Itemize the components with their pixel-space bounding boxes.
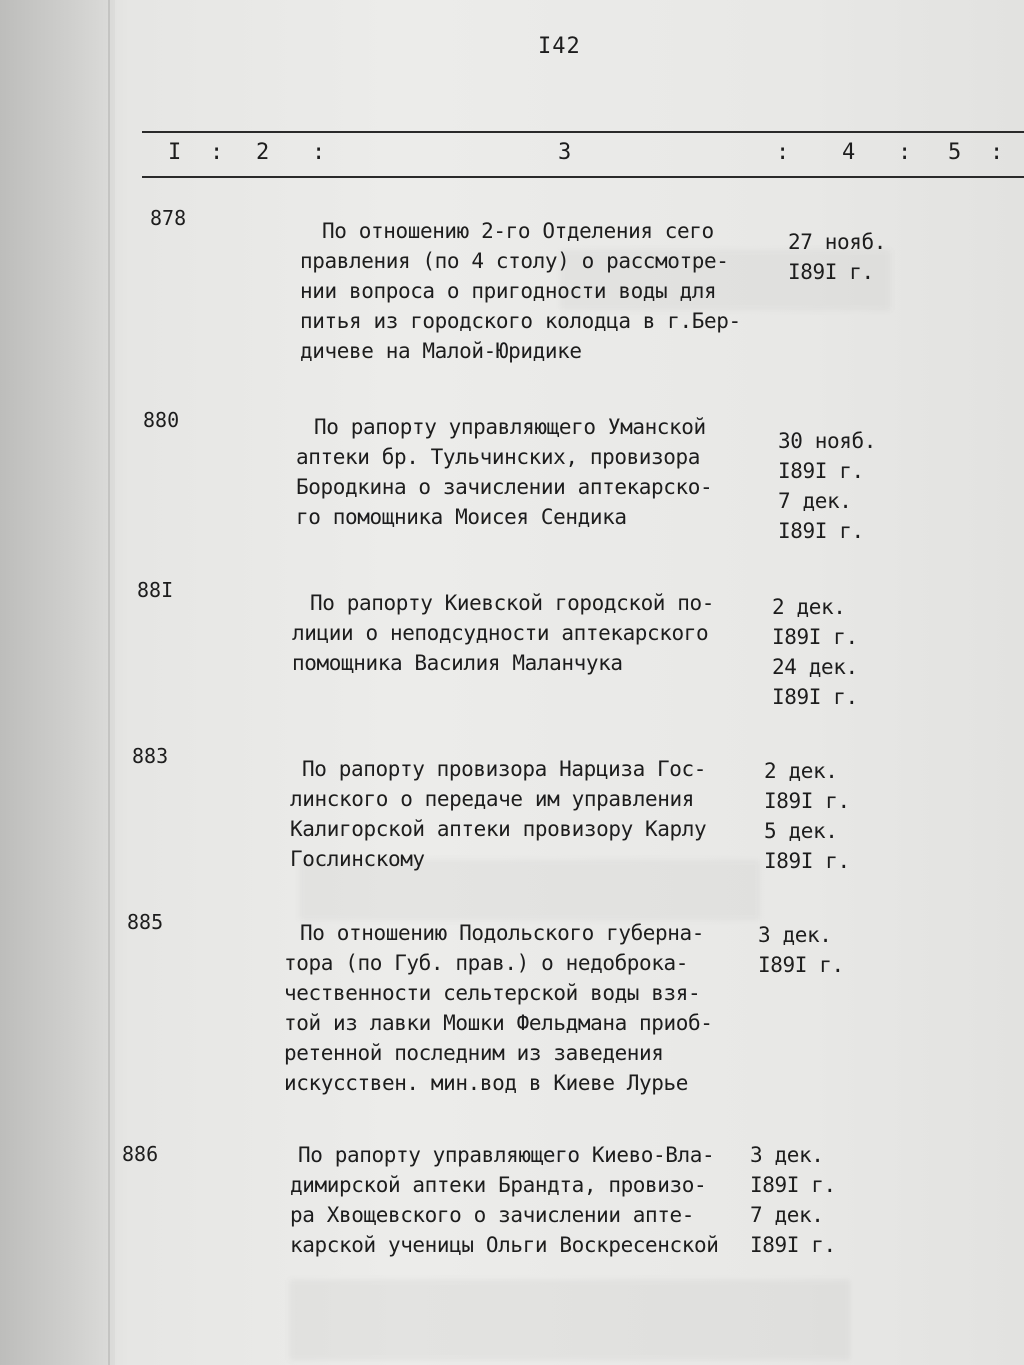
entry-line: ра Хвощевского о зачислении апте- xyxy=(290,1203,695,1227)
entry-date: I89I г. xyxy=(772,625,858,649)
entry-description xyxy=(296,412,712,532)
entry-date: 5 дек. xyxy=(764,819,838,843)
entry-number: 885 xyxy=(127,910,164,934)
entry-date: 3 дек. xyxy=(750,1143,824,1167)
entry-dates xyxy=(764,756,850,876)
entry-line: По рапорту управляющего Киево-Вла- xyxy=(298,1143,715,1167)
column-header-1: I xyxy=(168,140,184,165)
entry-line: линского о передаче им управления xyxy=(290,787,695,811)
column-separator: : xyxy=(776,140,792,165)
entry-line: димирской аптеки Брандта, провизо- xyxy=(290,1173,707,1197)
entry-date: 30 нояб. xyxy=(778,429,876,453)
column-separator: : xyxy=(990,140,1006,165)
entry-number: 88I xyxy=(137,578,174,602)
entry-line: го помощника Моисея Сендика xyxy=(296,505,627,529)
entry-number: 883 xyxy=(132,744,169,768)
header-top-rule xyxy=(142,131,1024,133)
entry-date: I89I г. xyxy=(764,789,850,813)
entry-date: 2 дек. xyxy=(772,595,846,619)
entry-date: I89I г. xyxy=(750,1173,836,1197)
entry-line: ретенной последним из заведения xyxy=(284,1041,664,1065)
entry-line: Гослинскому xyxy=(290,847,425,871)
book-gutter xyxy=(0,0,115,1365)
entry-description xyxy=(290,754,706,874)
column-separator: : xyxy=(312,140,328,165)
entry-date: I89I г. xyxy=(778,519,864,543)
entry-dates xyxy=(750,1140,836,1260)
entry-dates xyxy=(772,592,858,712)
header-bottom-rule xyxy=(142,176,1024,178)
entry-line: тора (по Губ. прав.) о недоброка- xyxy=(284,951,689,975)
entry-line: По рапорту провизора Нарциза Гос- xyxy=(302,757,707,781)
bleed-through-shadow xyxy=(290,1280,850,1360)
entry-line: той из лавки Мошки Фельдмана приоб- xyxy=(284,1011,713,1035)
entry-line: По рапорту Киевской городской по- xyxy=(310,591,715,615)
entry-dates xyxy=(788,227,886,287)
entry-line: По рапорту управляющего Уманской xyxy=(314,415,706,439)
gutter-shadow-line xyxy=(108,0,110,1365)
entry-date: I89I г. xyxy=(788,260,874,284)
entry-line: аптеки бр. Тульчинских, провизора xyxy=(296,445,701,469)
entry-number: 880 xyxy=(143,408,180,432)
entry-line: Бородкина о зачислении аптекарско- xyxy=(296,475,713,499)
entry-date: I89I г. xyxy=(778,459,864,483)
entry-description xyxy=(300,216,741,366)
column-header-3: 3 xyxy=(558,140,574,165)
entry-line: Калигорской аптеки провизору Карлу xyxy=(290,817,707,841)
entry-description xyxy=(292,588,714,678)
entry-line: нии вопроса о пригодности воды для xyxy=(300,279,717,303)
column-separator: : xyxy=(898,140,914,165)
entry-line: дичеве на Малой-Юридике xyxy=(300,339,582,363)
column-header-4: 4 xyxy=(842,140,858,165)
entry-date: 3 дек. xyxy=(758,923,832,947)
entry-date: 7 дек. xyxy=(778,489,852,513)
entry-date: I89I г. xyxy=(750,1233,836,1257)
entry-date: I89I г. xyxy=(772,685,858,709)
entry-line: лиции о неподсудности аптекарского xyxy=(292,621,709,645)
entry-dates xyxy=(758,920,844,980)
entry-line: карской ученицы Ольги Воскресенской xyxy=(290,1233,719,1257)
entry-line: По отношению 2-го Отделения сего xyxy=(322,219,714,243)
entry-description xyxy=(290,1140,719,1260)
entry-number: 886 xyxy=(122,1142,159,1166)
entry-date: 7 дек. xyxy=(750,1203,824,1227)
entry-line: По отношению Подольского губерна- xyxy=(300,921,705,945)
entry-dates xyxy=(778,426,876,546)
column-header-2: 2 xyxy=(256,140,272,165)
entry-line: помощника Василия Маланчука xyxy=(292,651,623,675)
entry-line: чественности сельтерской воды взя- xyxy=(284,981,701,1005)
entry-line: правления (по 4 столу) о рассмотре- xyxy=(300,249,729,273)
entry-date: 2 дек. xyxy=(764,759,838,783)
entry-date: I89I г. xyxy=(764,849,850,873)
entry-line: искусствен. мин.вод в Киеве Лурье xyxy=(284,1071,689,1095)
entry-description xyxy=(284,918,713,1098)
page-number: I42 xyxy=(538,34,581,59)
entry-date: 27 нояб. xyxy=(788,230,886,254)
entry-date: 24 дек. xyxy=(772,655,858,679)
entry-number: 878 xyxy=(150,206,187,230)
column-header-5: 5 xyxy=(948,140,964,165)
column-separator: : xyxy=(210,140,226,165)
entry-date: I89I г. xyxy=(758,953,844,977)
entry-line: питья из городского колодца в г.Бер- xyxy=(300,309,741,333)
